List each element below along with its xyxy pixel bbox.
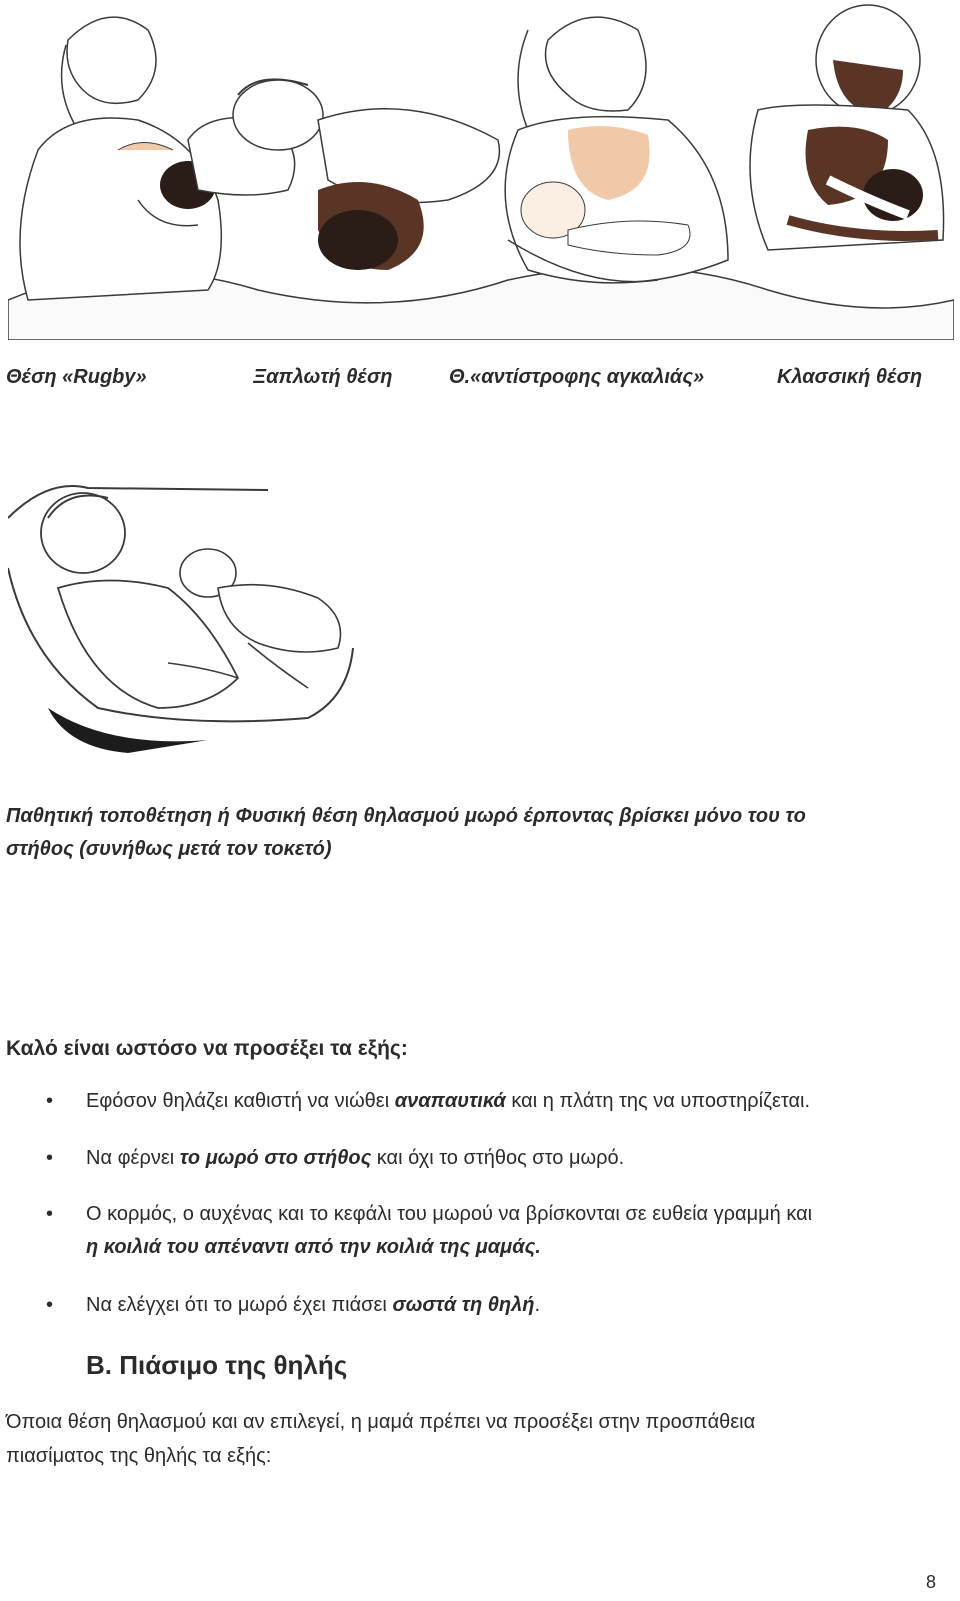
caption-cross-cradle: Θ.«αντίστροφης αγκαλιάς» xyxy=(449,366,705,388)
list-item-emphasis: το μωρό στο στήθος xyxy=(179,1147,372,1169)
laid-back-caption xyxy=(6,800,926,866)
bullet-icon: • xyxy=(46,1147,54,1169)
list-item-emphasis: σωστά τη θηλή xyxy=(392,1294,535,1316)
list-item-emphasis: αναπαυτικά xyxy=(394,1090,506,1112)
list-item-text-part: Ο κορμός, ο αυχένας και το κεφάλι του μωρού να βρίσκονται σε ευθεία γραμμή και xyxy=(86,1203,813,1225)
list-item-text-part: . xyxy=(534,1294,541,1316)
laid-back-caption-line1: Παθητική τοποθέτηση ή Φυσική θέση θηλασμού μωρό έρποντας βρίσκει μόνο του το xyxy=(6,805,806,827)
list-item-text-part: Εφόσον θηλάζει καθιστή να νιώθει xyxy=(86,1090,395,1112)
list-item-text-part: Να φέρνει xyxy=(86,1147,180,1169)
page-number: 8 xyxy=(926,1572,937,1592)
laid-back-position-illustration xyxy=(8,478,364,758)
list-item-text xyxy=(86,1142,946,1175)
positions-line-art xyxy=(8,0,954,340)
bullet-icon: • xyxy=(46,1203,54,1225)
list-item-emphasis: η κοιλιά του απέναντι από την κοιλιά της μαμάς. xyxy=(86,1236,541,1258)
list-item-text xyxy=(86,1085,946,1118)
list-item-text-part: και όχι το στήθος στο μωρό. xyxy=(371,1147,625,1169)
laid-back-caption-line2: στήθος (συνήθως μετά τον τοκετό) xyxy=(6,838,332,860)
laid-back-line-art xyxy=(8,478,364,758)
position-captions xyxy=(0,366,960,396)
tips-heading: Καλό είναι ωστόσο να προσέξει τα εξής: xyxy=(6,1037,408,1060)
caption-rugby: Θέση «Rugby» xyxy=(6,366,147,388)
list-item-text xyxy=(86,1289,946,1322)
list-item-text-part: και η πλάτη της να υποστηρίζεται. xyxy=(505,1090,811,1112)
latch-paragraph-line1: Όποια θέση θηλασμού και αν επιλεγεί, η μαμά πρέπει να προσέξει στην προσπάθεια xyxy=(6,1411,756,1433)
list-item-text xyxy=(86,1198,946,1264)
latch-paragraph-line2: πιασίματος της θηλής τα εξής: xyxy=(6,1445,272,1467)
breastfeeding-positions-illustration xyxy=(8,0,954,340)
bullet-icon: • xyxy=(46,1090,54,1112)
caption-lying: Ξαπλωτή θέση xyxy=(253,366,393,388)
list-item-text-part: Να ελέγχει ότι το μωρό έχει πιάσει xyxy=(86,1294,393,1316)
caption-classic: Κλασσική θέση xyxy=(777,366,923,388)
latch-subheading: Β. Πιάσιμο της θηλής xyxy=(86,1350,348,1380)
bullet-icon: • xyxy=(46,1294,54,1316)
latch-paragraph xyxy=(6,1405,926,1473)
